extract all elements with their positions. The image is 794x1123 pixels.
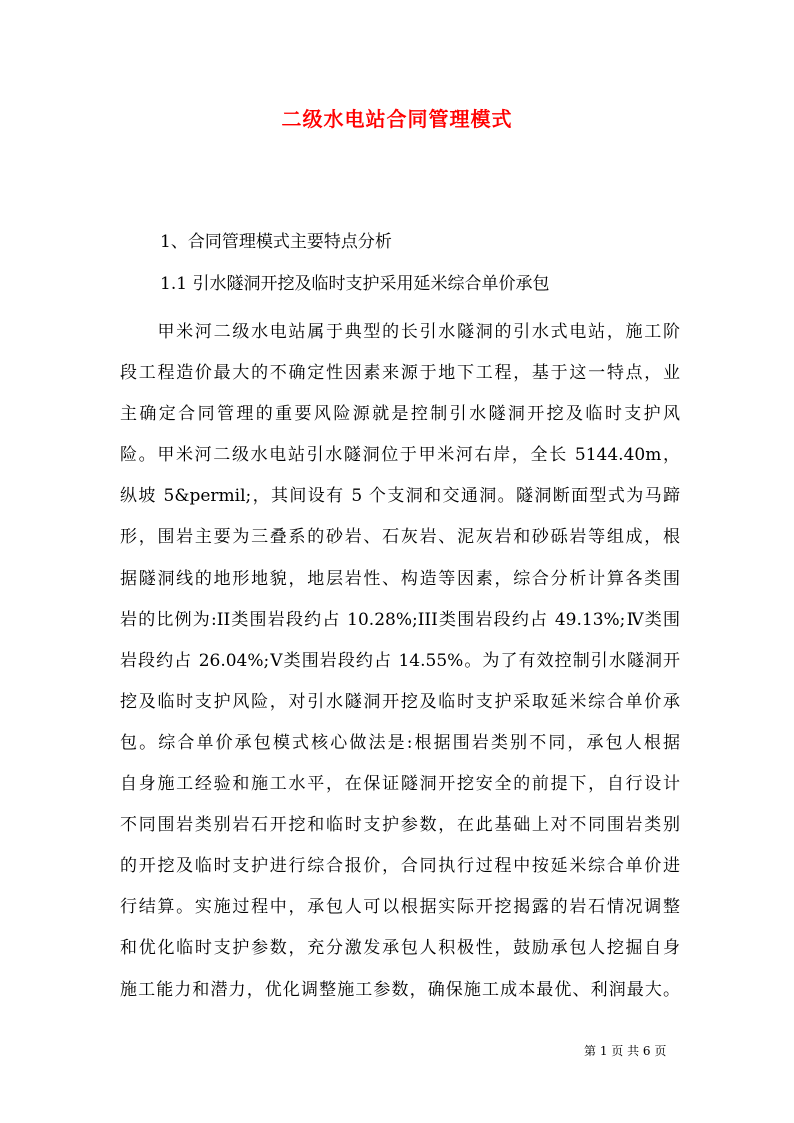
body-paragraph bbox=[120, 312, 680, 1011]
paragraph-line: 主确定合同管理的重要风险源就是控制引水隧洞开挖及临时支护风 bbox=[120, 404, 680, 425]
page-footer: 第 1 页 共 6 页 bbox=[584, 1044, 667, 1058]
paragraph-line: 险。甲米河二级水电站引水隧洞位于甲米河右岸，全长 5144.40m， bbox=[120, 445, 680, 466]
paragraph-line: 段工程造价最大的不确定性因素来源于地下工程，基于这一特点，业 bbox=[120, 363, 680, 384]
paragraph-line: 纵坡 5&permil;，其间设有 5 个支洞和交通洞。隧洞断面型式为马蹄 bbox=[120, 486, 680, 507]
paragraph-line: 包。综合单价承包模式核心做法是:根据围岩类别不同，承包人根据 bbox=[120, 732, 680, 753]
section-heading: 1、合同管理模式主要特点分析 bbox=[160, 232, 392, 252]
paragraph-line: 据隧洞线的地形地貌，地层岩性、构造等因素，综合分析计算各类围 bbox=[120, 568, 680, 589]
paragraph-line: 岩的比例为:II类围岩段约占 10.28%;III类围岩段约占 49.13%;Ⅳ类围 bbox=[120, 609, 680, 630]
paragraph-line: 甲米河二级水电站属于典型的长引水隧洞的引水式电站，施工阶 bbox=[120, 322, 680, 342]
paragraph-line: 形，围岩主要为三叠系的砂岩、石灰岩、泥灰岩和砂砾岩等组成，根 bbox=[120, 527, 680, 548]
paragraph-line: 自身施工经验和施工水平，在保证隧洞开挖安全的前提下，自行设计 bbox=[120, 774, 680, 795]
paragraph-line: 行结算。实施过程中，承包人可以根据实际开挖揭露的岩石情况调整 bbox=[120, 897, 680, 918]
document-title: 二级水电站合同管理模式 bbox=[281, 107, 513, 131]
subsection-heading: 1.1 引水隧洞开挖及临时支护采用延米综合单价承包 bbox=[160, 274, 550, 294]
paragraph-line: 和优化临时支护参数，充分激发承包人积极性，鼓励承包人挖掘自身 bbox=[120, 938, 680, 959]
paragraph-line: 岩段约占 26.04%;Ⅴ类围岩段约占 14.55%。为了有效控制引水隧洞开 bbox=[120, 650, 680, 671]
paragraph-line: 的开挖及临时支护进行综合报价，合同执行过程中按延米综合单价进 bbox=[120, 856, 680, 877]
paragraph-line: 挖及临时支护风险，对引水隧洞开挖及临时支护采取延米综合单价承 bbox=[120, 691, 680, 712]
paragraph-line: 不同围岩类别岩石开挖和临时支护参数，在此基础上对不同围岩类别 bbox=[120, 815, 680, 836]
paragraph-line: 施工能力和潜力，优化调整施工参数，确保施工成本最优、利润最大。 bbox=[120, 979, 680, 1000]
